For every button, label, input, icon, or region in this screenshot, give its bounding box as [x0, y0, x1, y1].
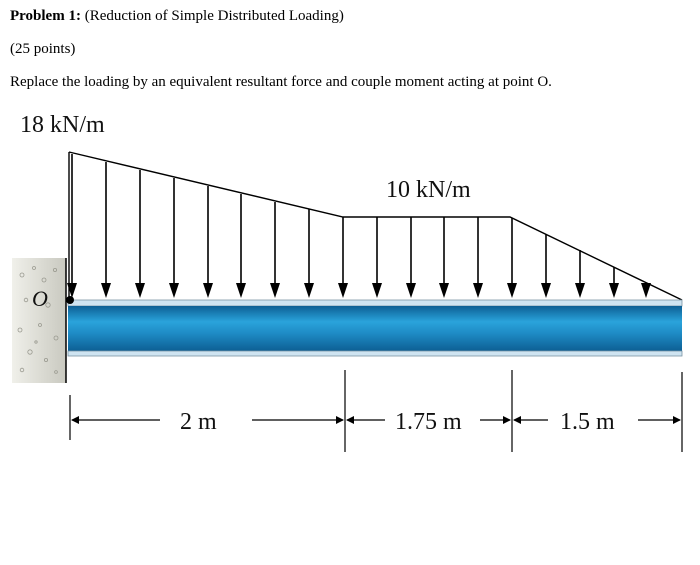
problem-heading — [10, 8, 344, 25]
dimension-label-2: 1.75 m — [395, 409, 462, 435]
load-left-label: 18 kN/m — [20, 112, 105, 138]
load-middle-label: 10 kN/m — [386, 177, 471, 203]
beam-diagram — [0, 100, 700, 460]
dimension-label-3: 1.5 m — [560, 409, 615, 435]
problem-instruction: Replace the loading by an equivalent resultant force and couple moment acting at point O. — [10, 74, 552, 90]
point-o-label: O — [32, 286, 48, 311]
problem-points: (25 points) — [10, 41, 76, 57]
load-arrows — [67, 154, 651, 298]
point-o-marker — [66, 296, 74, 304]
beam — [68, 300, 682, 356]
problem-label: Problem 1: — [10, 8, 81, 24]
load-profile — [69, 152, 682, 300]
problem-title: (Reduction of Simple Distributed Loading) — [84, 8, 344, 24]
dimension-label-1: 2 m — [180, 409, 217, 435]
wall-support — [12, 258, 66, 383]
